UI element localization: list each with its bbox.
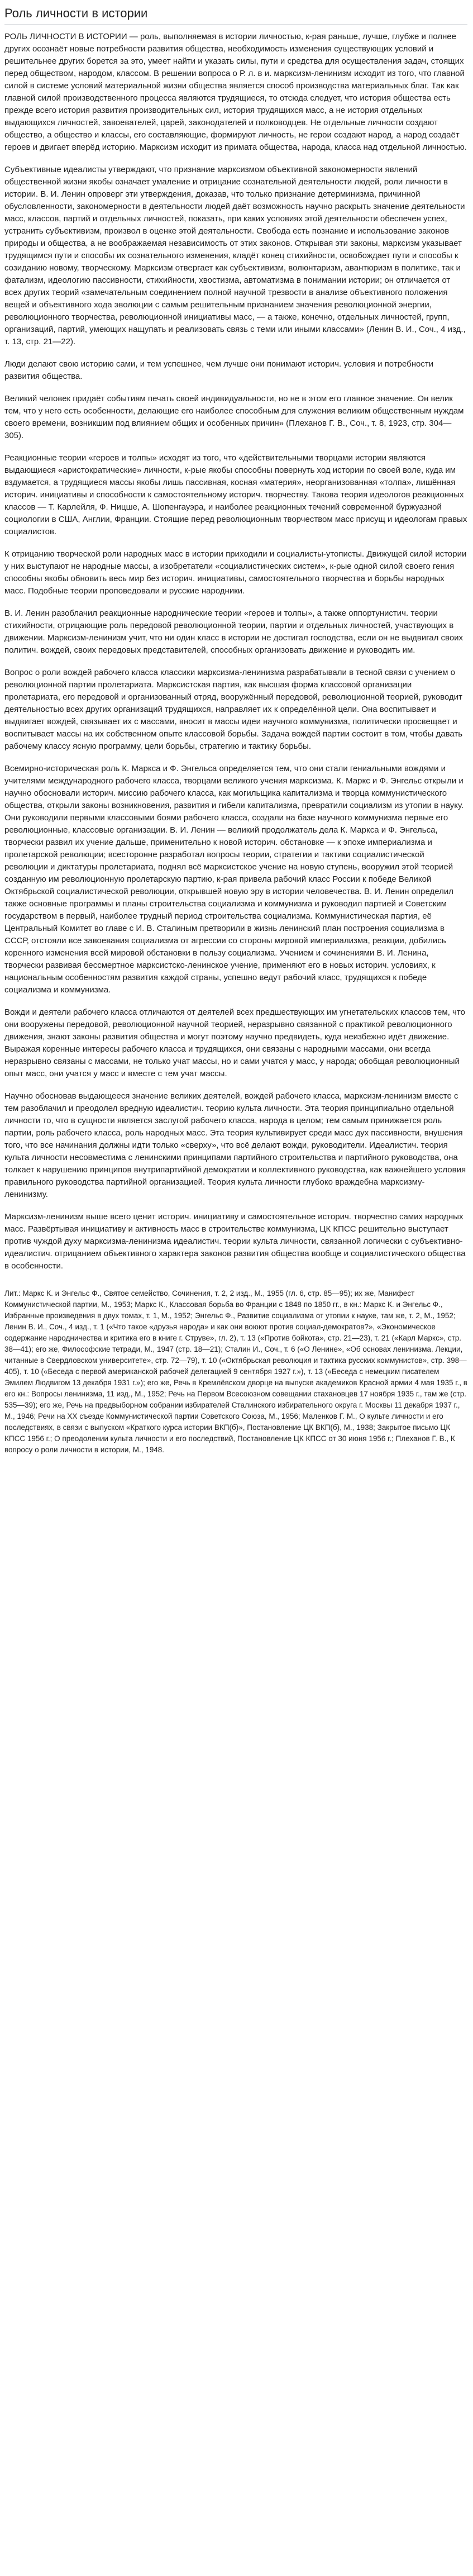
paragraph-10: Вожди и деятели рабочего класса отличаются от деятелей всех предшествующих им угнетательских классов тем, что они вооружены передовой, революционной научной теорией, неразрывно связанной с практикой революционного движения, знают законы развития общества и могут поэтому научно предвидеть, куда неизбежно идёт движение. Выражая коренные интересы рабочего класса и трудящихся, они связаны с народными массами, они всегда неразрывно связаны с массами, не только учат массы, но и сами учатся у масс, у народа; обобщая революционный опыт масс, они учатся у масс и вместе с тем учат массы. [4,1007,465,1078]
paragraph-1: РОЛЬ ЛИЧНОСТИ В ИСТОРИИ — роль, выполняемая в истории личностью, к-рая раньше, лучше, глубже и полнее других осознаёт новые потребности развития общества, необходимость изменения существующих условий и решительнее других борется за это, умеет найти и указать силы, пути и средства для осуществления задач, стоящих перед обществом, народом, классом. В решении вопроса о Р. л. в и. марксизм-ленинизм исходит из того, что главной силой в системе условий материальной жизни общества является способ производства материальных благ. Так как главной силой производственного процесса являются трудящиеся, то отсюда следует, что история общества есть прежде всего история развития производительных сил, история трудящихся масс, а не история отдельных выдающихся личностей, завоевателей, царей, законодателей и полководцев. Не отдельные личности создают общество, а общество и классы, его составляющие, формируют личность, не герои создают народ, а народ создаёт героев и двигает вперёд историю. Марксизм исходит из примата общества, народа, класса над отдельной личностью. [4,32,467,152]
paragraph-5: Реакционные теории «героев и толпы» исходят из того, что «действительными творцами истории являются выдающиеся «аристократические» личности, к-рые якобы способны повернуть ход истории по своей воле, куда им вздумается, а трудящиеся массы якобы лишь пассивная, косная «материя», неорганизованная «толпа», лишённая историч. инициативы и способности к самостоятельному историч. творчеству. Такова теория идеологов реакционных классов — Т. Карлейля, Ф. Ницше, А. Шопенгауэра, и наиболее реакционных течений современной буржуазной социологии в США, Англии, Франции. Стоящие перед революционным творчеством масс присущ и идеологам правых социалистов. [4,453,467,536]
paragraph-6: К отрицанию творческой роли народных масс в истории приходили и социалисты-утописты. Движущей силой истории у них выступают не народные массы, а изобретатели «социалистических систем», к-рые одной силой своего гения способны якобы обновить весь мир без историч. инициативы, самостоятельного творчества и борьбы народных масс. Подобные теории проповедовали и русские народники. [4,549,467,596]
paragraph-7: В. И. Ленин разоблачил реакционные народнические теории «героев и толпы», а также оппортунистич. теории стихийности, отрицающие роль передовой революционной теории, партии и отдельных личностей, участвующих в движении. Марксизм-ленинизм учит, что ни один класс в истории не достигал господства, если он не выдвигал своих политич. вождей, своих передовых представителей, способных организовать движение и руководить им. [4,609,464,655]
paragraph-9: Всемирно-историческая роль К. Маркса и Ф. Энгельса определяется тем, что они стали гениальными вождями и учителями международного рабочего класса, творцами великого учения марксизма. К. Маркс и Ф. Энгельс открыли и научно обосновали историч. миссию рабочего класса, как могильщика капитализма и творца коммунистического общества, открыли законы возникновения, развития и гибели капитализма, превратили социализм из утопии в науку. Они руководили первыми классовыми боями рабочего класса, создали на базе научного коммунизма первые его революционные, классовые организации. В. И. Ленин — великий продолжатель дела К. Маркса и Ф. Энгельса, творчески развил их учение дальше, применительно к новой историч. обстановке — к эпохе империализма и пролетарской революции; всесторонне разработал вопросы теории, стратегии и тактики социалистической революции и диктатуры пролетариата, поднял всё марксистское учение на новую ступень, вооружил этой теорией созданную им революционную пролетарскую партию, к-рая привела рабочий класс России к победе Великой Октябрьской социалистической революции, открывшей новую эру в истории человечества. В. И. Ленин определил также основные программы и планы строительства социализма и коммунизма и руководил партией и Советским государством в первый, наиболее трудный период строительства социализма. Коммунистическая партия, её Центральный Комитет во главе с И. В. Сталиным претворили в жизнь ленинский план построения социализма в СССР, отстояли все завоевания социализма от агрессии со стороны мировой империализма, реакции, добились коренного изменения всей мировой обстановки в пользу социализма. Учением и сочинениями В. И. Ленина, творчески развивая бессмертное марксистско-ленинское учение, применяют его в новых историч. условиях, к национальным особенностям развития каждой страны, успешно ведут рабочий класс, трудящихся к победе социализма и коммунизма. [4,764,464,995]
paragraph-8: Вопрос о роли вождей рабочего класса классики марксизма-ленинизма разрабатывали в тесной связи с учением о революционной партии пролетариата. Марксистская партия, как высшая форма классовой организации пролетариата, его передовой и организованный отряд, вооружённый передовой, революционной теорией, руководит деятельностью всех других организаций трудящихся, направляет их к определённой цели. Она воспитывает и выдвигает вождей, связывает их с массами, вносит в массы идеи научного коммунизма, политически просвещает и воспитывает массы на их собственном опыте классовой борьбы. Задача вождей партии состоит в том, чтобы давать рабочему классу ясную программу, цели борьбы, стратегию и тактику борьбы. [4,668,463,751]
literature-list: Лит.: Маркс К. и Энгельс Ф., Святое семейство, Сочинения, т. 2, 2 изд., М., 1955 (гл. 6, стр. 85—95); их же, Манифест Коммунистической партии, М., 1953; Маркс К., Классовая борьба во Франции с 1848 по 1850 гг., в кн.: Маркс К. и Энгельс Ф., Избранные произведения в двух томах, т. 1, М., 1952; Энгельс Ф., Развитие социализма от утопии к науке, там же, т. 2, М., 1952; Ленин В. И., Соч., 4 изд., т. 1 («Что такое «друзья народа» и как они воюют против социал-демократов?», «Экономическое содержание народничества и критика его в книге г. Струве», гл. 2), т. 13 («Против бойкота», стр. 21—23), т. 21 («Карл Маркс», стр. 38—41); его же, Философские тетради, М., 1947 (стр. 18—21); Сталин И., Соч., т. 6 («О Ленине», «Об основах ленинизма. Лекции, читанные в Свердловском университете», стр. 72—79), т. 10 («Октябрьская революция и тактика русских коммунистов», стр. 398—405), т. 10 («Беседа с первой американской рабочей делегацией 9 сентября 1927 г.»), т. 13 («Беседа с немецким писателем Эмилем Людвигом 13 декабря 1931 г.»); его же, Речь в Кремлёвском дворце на выпуске академиков Красной армии 4 мая 1935 г., в его кн.: Вопросы ленинизма, 11 изд., М., 1952; Речь на Первом Всесоюзном совещании стахановцев 17 ноября 1935 г., там же (стр. 535—39); его же, Речь на предвыборном собрании избирателей Сталинского избирательного округа г. Москвы 11 декабря 1937 г., М., 1946; Речи на XX съезде Коммунистической партии Советского Союза, М., 1956; Маленков Г. М., О культе личности и его последствиях, в связи с выпуском «Краткого курса истории ВКП(б)», Постановление ЦК ВКП(б), М., 1938; Закрытое письмо ЦК КПСС 1956 г.; О преодолении культа личности и его последствий, Постановление ЦК КПСС от 30 июня 1956 г.; Плеханов Г. В., К вопросу о роли личности в истории, М., 1948. [4,1289,467,1454]
paragraph-11: Научно обосновав выдающееся значение великих деятелей, вождей рабочего класса, марксизм-ленинизм вместе с тем разоблачил и преодолел вредную идеалистич. теорию культа личности. Эта теория принципиально отдельной личности то, что в сущности является заслугой рабочего класса, народа в целом; тем самым принижается роль партии, роль рабочего класса, роль народных масс. Эта теория культивирует среди масс дух пассивности, внушения того, что все начинания должны идти только «сверху», что всё делают вожди, руководители. Идеалистич. теория культа личности несовместима с ленинскими принципами партийного строительства и партийного руководства, она толкает к нарушению принципов внутрипартийной демократии и коллективного руководства, как важнейшего условия правильного руководства партийной организацией. Теория культа личности глубоко враждебна марксизму-ленинизму. [4,1091,466,1199]
paragraph-4: Великий человек придаёт событиям печать своей индивидуальности, но не в этом его главное значение. Он велик тем, что у него есть особенности, делающие его наиболее способным для служения великим общественным нуждам своего времени, возникшим под влиянием общих и особенных причин» (Плеханов Г. В., Соч., т. 8, 1923, стр. 304—305). [4,394,464,440]
paragraph-2: Субъективные идеалисты утверждают, что признание марксизмом объективной закономерности явлений общественной жизни якобы означает умаление и отрицание сознательной деятельности людей, роли личности в истории. В. И. Ленин опроверг эти утверждения, доказав, что только признание детерминизма, причинной обусловленности, закономерности в деятельности людей даёт возможность научно раскрыть значение деятельности масс, классов, партий и отдельных личностей, показать, при каких условиях этой деятельности обеспечен успех, устранить субъективизм, произвол в оценке этой деятельности. Свобода есть познание и использование законов природы и общества, а не воображаемая независимость от этих законов. Открывая эти законы, марксизм указывает трудящимся пути и способы их сознательного изменения, кладёт конец стихийности, освобождает пути и способы к созиданию новому, творческому. Марксизм отвергает как субъективизм, волюнтаризм, авантюризм в политике, так и фатализм, идеологию пассивности, стихийности, хвостизма, автоматизма в понимании истории; он отличается от всех других теорий «замечательным соединением полной научной трезвости в анализе объективного положения вещей и объективного хода эволюции с самым решительным признанием значения революционной энергии, революционного творчества, революционной инициативы масс, — а также, конечно, отдельных личностей, групп, организаций, партий, умеющих нащупать и реализовать связь с теми или иными классами» (Ленин В. И., Соч., 4 изд., т. 13, стр. 21—22). [4,165,466,346]
paragraph-3: Люди делают свою историю сами, и тем успешнее, чем лучше они понимают историч. условия и потребности развития общества. [4,359,434,381]
page-title: Роль личности в истории [4,6,148,20]
paragraph-12: Марксизм-ленинизм выше всего ценит историч. инициативу и самостоятельное историч. творчество самих народных масс. Развёртывая инициативу и активность масс в строительстве коммунизма, ЦК КПСС решительно выступает против чуждой духу марксизма-ленинизма идеалистич. теории культа личности, связанной логически с субъективно-идеалистич. отрицанием объективного характера законов развития общества вообще и социалистического общества в особенности. [4,1212,466,1271]
